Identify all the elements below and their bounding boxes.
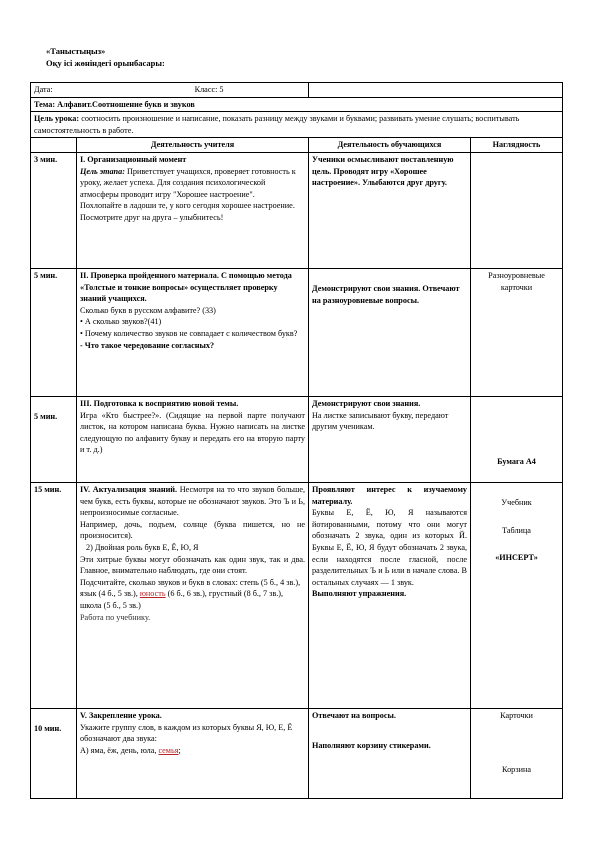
teacher-text: Сколько букв в русском алфавите? (33) [80,305,216,315]
highlighted-word: семья [158,745,179,755]
resources-column-header: Наглядность [471,138,563,153]
table-row [31,482,563,708]
students-text: На листке записывают букву, передают другим ученикам. [312,410,449,432]
stage-time: 10 мин. [34,723,62,733]
teacher-text: Укажите группу слов, в каждом из которых буквы Я, Ю, Е, Ё обозначают два звука: [80,722,293,744]
topic-cell [31,97,563,112]
teacher-activity-cell [77,268,309,396]
resources-cell [471,482,563,708]
students-activity-cell [309,152,471,268]
teacher-text: ; [178,745,181,755]
stage-goal-label: Цель этапа: [80,166,125,176]
students-activity-cell [309,482,471,708]
teacher-activity-cell [77,396,309,482]
resources-cell [471,152,563,268]
resource-item: Бумага А4 [497,457,536,467]
teacher-text: Приветствует учащихся, проверяет готовность к уроку, желает успеха. Для создания психологической атмосферы проводит игру "Хорошее настроение". [80,166,296,199]
stage-time-cell [31,482,77,708]
teacher-activity-cell [77,708,309,798]
students-text: Отвечают на вопросы. [312,710,396,720]
students-text: Проявляют интерес к изучаемому материалу. [312,484,468,506]
resources-cell [471,268,563,396]
teacher-text: Несмотря на то что звуков больше, чем букв, есть буквы, которые не обозначают звуков. Это Ъ и Ь, непроизносимые согласные. [80,484,306,518]
highlighted-word: юность [139,589,166,599]
table-row [31,152,563,268]
stage-title: I. Организационный момент [80,154,187,164]
students-column-header: Деятельность обучающихся [309,138,471,153]
teacher-text: Подсчитайте, сколько звуков и букв в словах: степь (5 б., 4 зв.), язык (4 б., 5 зв.), [80,577,301,599]
table-row [31,268,563,396]
stage-time: 3 мин. [31,152,77,268]
teacher-text: - Что такое чередование согласных? [80,340,215,350]
teacher-text: 2) Двойная роль букв Е, Ё, Ю, Я [86,542,199,552]
teacher-text: Эти хитрые буквы могут обозначать как один звук, так и два. Главное, внимательно наблюдать, где они стоят. [80,554,306,576]
goal-value: соотносить произношение и написание, показать разницу между звуками и буквами; развивать умение слушать; воспитывать самостоятельность в работе. [34,114,520,135]
stage-title: II. Проверка пройденного материала. [80,270,219,280]
topic-label: Тема: [34,99,56,109]
date-class-empty-cell [309,83,563,98]
goal-cell [31,112,563,138]
stage-title: IV. Актуализация знаний. [80,484,178,494]
column-header-row [31,138,563,153]
teacher-text: Похлопайте в ладоши те, у кого сегодня хорошее настроение. Посмотрите друг на друга – улыбнитесь! [80,201,295,222]
stage-time: 5 мин. [31,268,77,396]
topic-value: Алфавит.Соотношение букв и звуков [57,99,195,109]
teacher-text: • Почему количество звуков не совпадает с количеством букв? [80,328,298,338]
deputy-label: Оқу ісі жөніндегі орынбасары: [46,58,165,68]
students-activity-cell [309,396,471,482]
resources-cell [471,708,563,798]
stage-title: V. Закрепление урока. [80,710,162,720]
stage-time: 5 мин. [31,396,77,482]
students-text: Ученики осмысливают поставленную цель. Проводят игру «Хорошее настроение». Улыбаются друг другу. [312,154,454,188]
students-activity-cell [309,708,471,798]
goal-row [31,112,563,138]
resources-cell [471,396,563,482]
resource-item: Карточки [500,710,533,720]
teacher-text: Работа по учебнику. [80,612,151,622]
table-row [31,708,563,798]
students-text: Демонстрируют свои знания. [312,398,421,408]
students-text: Демонстрируют свои знания. Отвечают на разноуровневые вопросы. [312,283,460,305]
teacher-text: С помощью метода «Толстые и тонкие вопросы» осуществляет проверку знаний учащихся. [80,270,292,304]
students-text: Буквы Е, Ё, Ю, Я называются йотированными, потому что они могут обозначать 2 звука, один из которых Й. Буквы Е, Ё, Ю, Я будут обозначать 2 звука, если находятся после гласной, после разделительных Ъ и Ь или в начале слова. В остальных случаях — 1 звук. [312,508,468,587]
teacher-activity-cell [77,152,309,268]
resource-item: Корзина [502,764,531,774]
table-row [31,396,563,482]
resource-item: Учебник [501,497,532,507]
date-label: Дата: [34,85,53,94]
resource-item: Разноуровневые карточки [488,270,545,292]
topic-row [31,97,563,112]
stage-title: III. Подготовка к восприятию новой темы. [80,398,239,408]
date-class-row [31,83,563,98]
time-header-cell [31,138,77,153]
students-text: Наполняют корзину стикерами. [312,740,431,750]
teacher-text: Игра «Кто быстрее?». (Сидящие на первой парте получают листок, на котором написана буква. Нужно написать на листке следующую по алфавиту букву и передать его на вторую парту и т. д.) [80,410,306,455]
stage-time-cell [31,708,77,798]
date-cell [31,83,309,98]
resource-item: Таблица [502,525,531,535]
class-label: Класс: 5 [194,85,224,94]
lesson-plan-table [30,82,563,799]
stage-time: 15 мин. [34,484,62,494]
students-text: Выполняют упражнения. [312,589,407,599]
goal-label: Цель урока: [34,114,80,124]
teacher-text: Например, дочь, подъем, солнце (буква пишется, но не произносится). [80,519,306,541]
teacher-text: А) яма, ёж, день, юла, [80,745,157,755]
teacher-text: (6 б., 6 зв.), грустный (8 б., 7 зв.), школа (5 б., 5 зв.) [80,589,284,610]
teacher-activity-cell [77,482,309,708]
teacher-column-header: Деятельность учителя [77,138,309,153]
resource-item: «ИНСЕРТ» [495,553,538,563]
students-activity-cell [309,268,471,396]
teacher-text: • А сколько звуков?(41) [80,317,162,327]
approval-label: «Таныстыңыз» [46,46,106,56]
